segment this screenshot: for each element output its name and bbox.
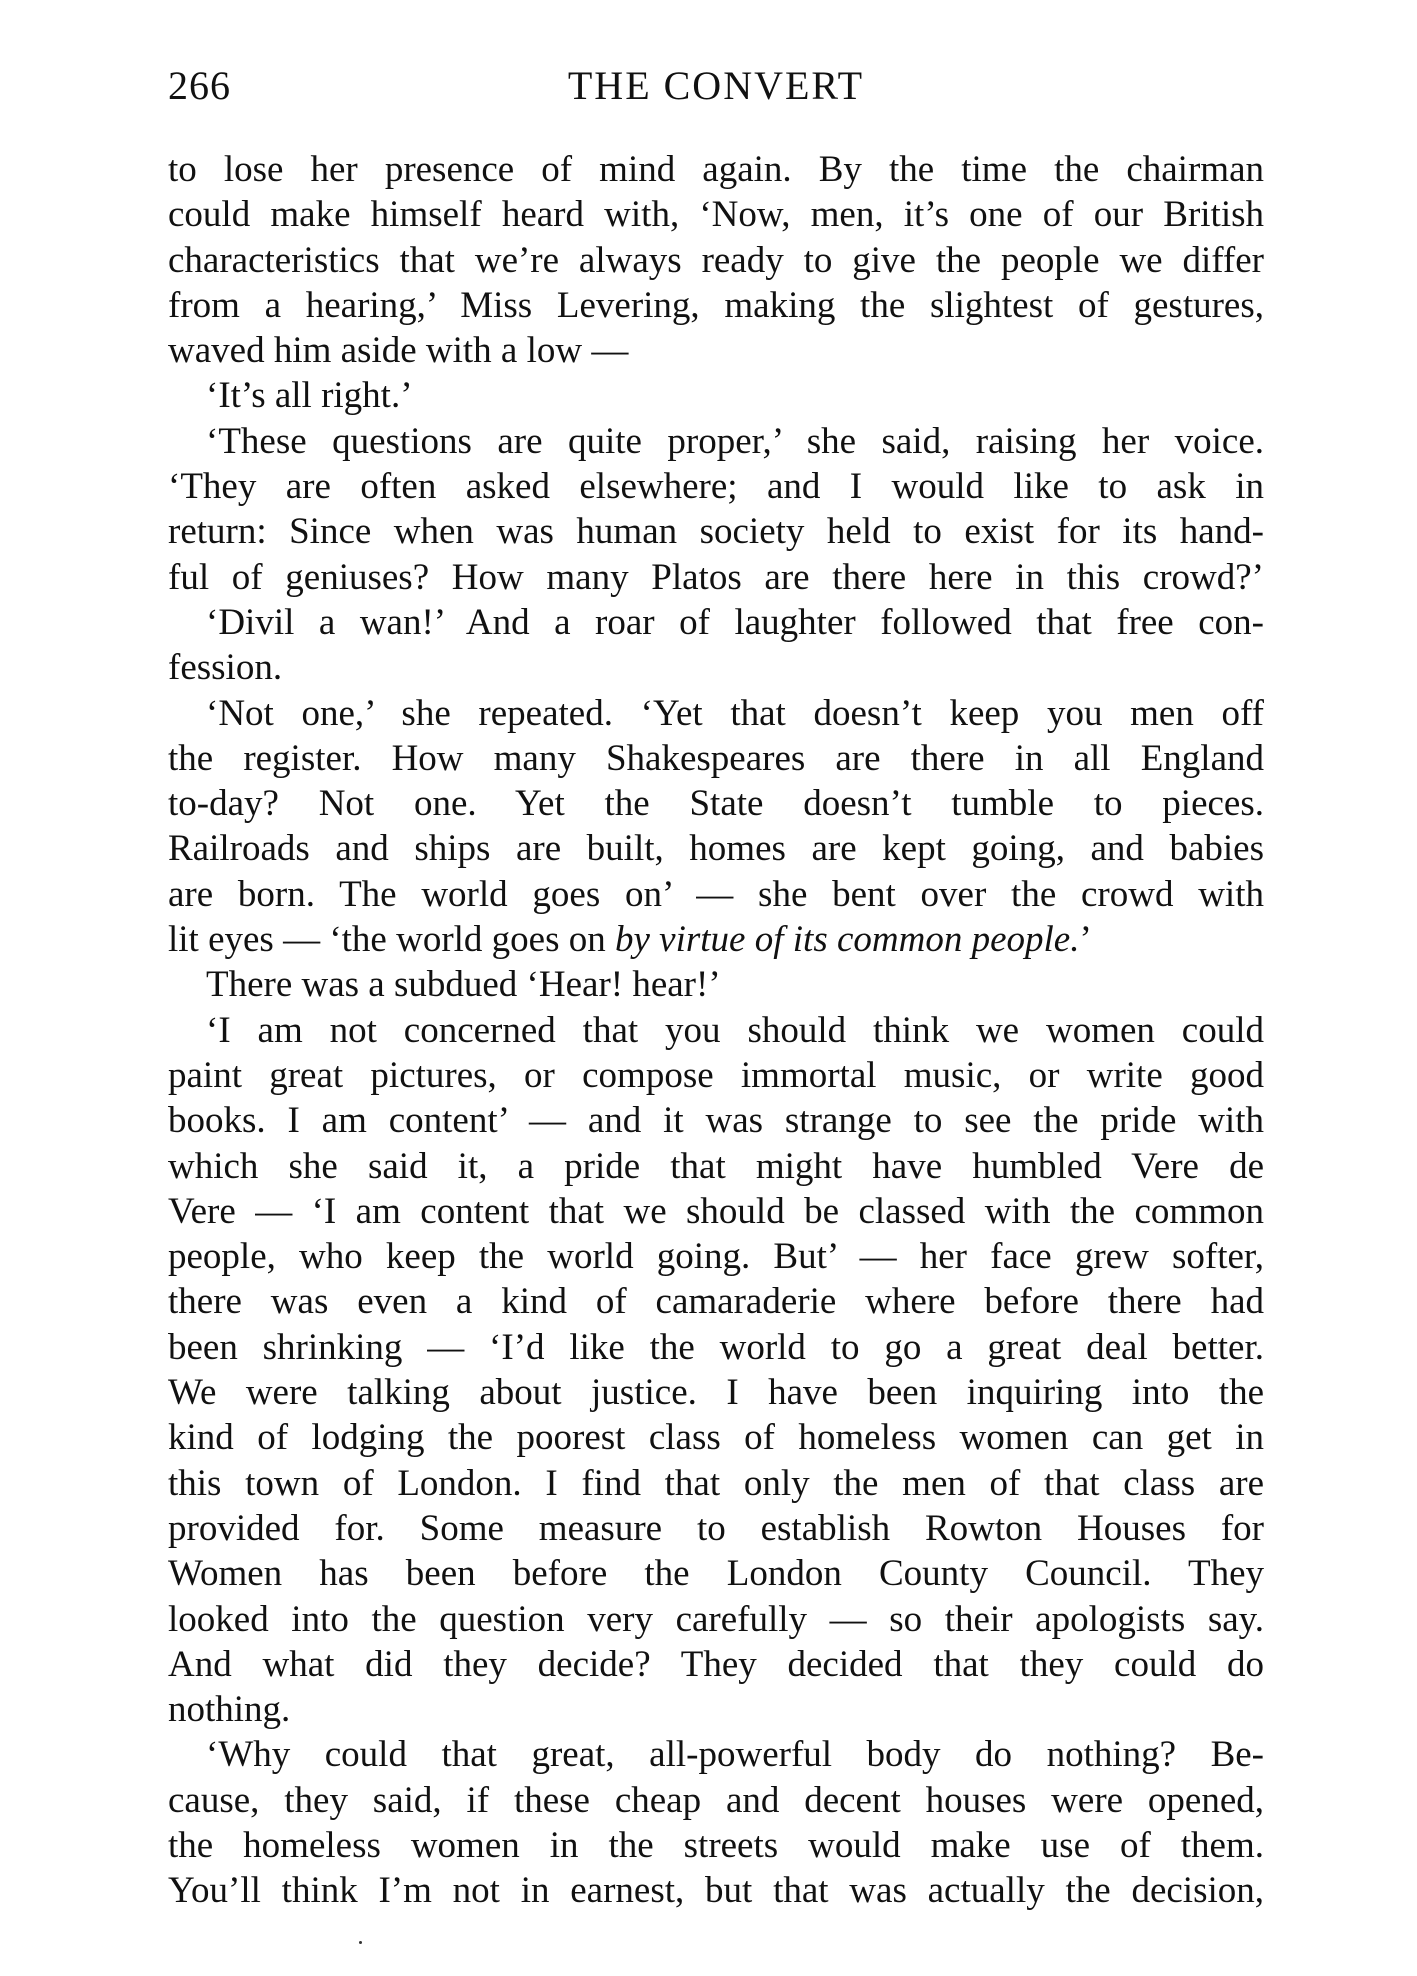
text-line: return: Since when was human society held to exist for its hand-: [168, 511, 1264, 553]
text-line-mixed: [168, 917, 1264, 962]
text-line: ‘Divil a wan!’ And a roar of laughter followed that free con-: [206, 601, 1264, 643]
text-line: from a hearing,’ Miss Levering, making the slightest of gestures,: [168, 284, 1264, 326]
text-line: ful of geniuses? How many Platos are there here in this crowd?’: [168, 556, 1264, 598]
book-title: THE CONVERT: [567, 63, 865, 108]
text-line: ‘Not one,’ she repeated. ‘Yet that doesn’t keep you men off: [206, 692, 1264, 734]
text-line: to-day? Not one. Yet the State doesn’t tumble to pieces.: [168, 783, 1264, 825]
text-line: there was even a kind of camaraderie where before there had: [168, 1281, 1264, 1323]
text-line: ‘It’s all right.’: [206, 375, 413, 417]
text-line: the homeless women in the streets would make use of them.: [168, 1824, 1264, 1866]
text-line: We were talking about justice. I have been inquiring into the: [168, 1372, 1264, 1414]
text-line: ‘Why could that great, all-powerful body do nothing? Be-: [206, 1734, 1264, 1776]
page-number: 266: [168, 63, 231, 108]
text-line: to lose her presence of mind again. By the time the chairman: [168, 149, 1264, 190]
text-line: waved him aside with a low —: [168, 330, 629, 372]
ink-speck: [359, 1941, 362, 1944]
text-line: ‘I am not concerned that you should think we women could: [206, 1009, 1264, 1051]
text-line: Women has been before the London County Council. They: [168, 1553, 1264, 1595]
italic-text-run: by virtue of its common people.: [615, 919, 1080, 961]
body-text: [168, 147, 1264, 1914]
text-line: You’ll think I’m not in earnest, but that was actually the decision,: [168, 1870, 1264, 1912]
text-line: characteristics that we’re always ready to give the people we differ: [168, 239, 1264, 281]
text-line: books. I am content’ — and it was strange to see the pride with: [168, 1100, 1264, 1142]
text-line: There was a subdued ‘Hear! hear!’: [206, 964, 721, 1006]
text-line: looked into the question very carefully — so their apologists say.: [168, 1598, 1264, 1640]
running-head: [168, 56, 1264, 116]
text-run: lit eyes — ‘the world goes on: [168, 919, 615, 961]
text-line: which she said it, a pride that might have humbled Vere de: [168, 1145, 1264, 1187]
text-line: are born. The world goes on’ — she bent over the crowd with: [168, 873, 1264, 915]
text-line: paint great pictures, or compose immortal music, or write good: [168, 1054, 1264, 1096]
text-line: been shrinking — ‘I’d like the world to go a great deal better.: [168, 1326, 1264, 1368]
text-line: Vere — ‘I am content that we should be classed with the common: [168, 1190, 1264, 1232]
text-line: nothing.: [168, 1689, 291, 1731]
text-line: this town of London. I find that only the men of that class are: [168, 1462, 1264, 1504]
text-line: cause, they said, if these cheap and decent houses were opened,: [168, 1779, 1264, 1821]
text-line: And what did they decide? They decided that they could do: [168, 1643, 1264, 1685]
text-line: people, who keep the world going. But’ — her face grew softer,: [168, 1236, 1264, 1278]
text-line: the register. How many Shakespeares are there in all England: [168, 737, 1264, 779]
text-line: kind of lodging the poorest class of homeless women can get in: [168, 1417, 1264, 1459]
text-line: ‘These questions are quite proper,’ she said, raising her voice.: [206, 420, 1264, 462]
text-run: ’: [1079, 919, 1092, 961]
text-line: provided for. Some measure to establish Rowton Houses for: [168, 1507, 1264, 1549]
text-line: fession.: [168, 647, 283, 689]
text-line: ‘They are often asked elsewhere; and I would like to ask in: [168, 466, 1264, 508]
text-line: Railroads and ships are built, homes are kept going, and babies: [168, 828, 1264, 870]
text-line: could make himself heard with, ‘Now, men, it’s one of our British: [168, 194, 1264, 236]
